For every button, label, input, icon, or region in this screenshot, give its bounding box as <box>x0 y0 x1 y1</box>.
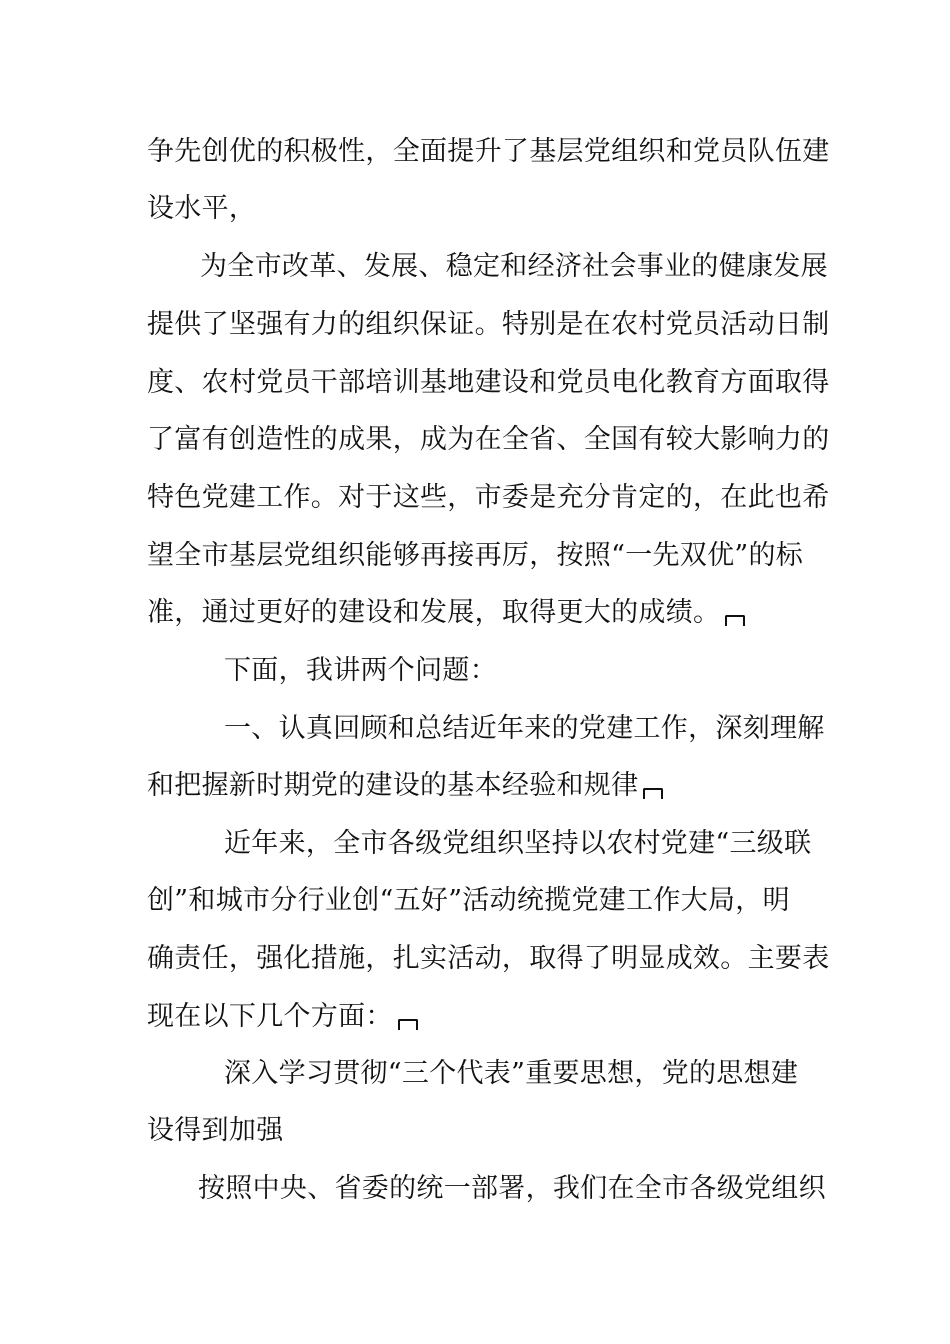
heading-line: 和把握新时期党的建设的基本经验和规律 <box>147 770 639 801</box>
text-line: 为全市改革、发展、稳定和经济社会事业的健康发展 <box>200 251 828 282</box>
text-line: 现在以下几个方面： <box>147 1001 393 1032</box>
paragraph-mark-icon <box>397 1015 419 1029</box>
text-line: 准，通过更好的建设和发展，取得更大的成绩。 <box>147 597 721 628</box>
text-line: 度、农村党员干部培训基地建设和党员电化教育方面取得 <box>147 367 830 398</box>
paragraph-mark-icon <box>642 784 664 798</box>
text-line: 特色党建工作。对于这些，市委是充分肯定的，在此也希 <box>147 482 830 513</box>
text-line: 提供了坚强有力的组织保证。特别是在农村党员活动日制 <box>147 309 830 340</box>
text-line: 设水平， <box>147 193 257 224</box>
text-line: 按照中央、省委的统一部署，我们在全市各级党组织 <box>198 1173 826 1204</box>
text-line: 近年来，全市各级党组织坚持以农村党建“三级联 <box>224 828 812 859</box>
text-line: 争先创优的积极性，全面提升了基层党组织和党员队伍建 <box>147 136 830 167</box>
text-line: 创”和城市分行业创“五好”活动统揽党建工作大局，明 <box>147 885 790 916</box>
heading-line: 设得到加强 <box>147 1115 284 1146</box>
paragraph-mark-icon <box>724 611 746 625</box>
heading-line: 深入学习贯彻“三个代表”重要思想，党的思想建 <box>224 1058 799 1089</box>
text-line: 确责任，强化措施，扎实活动，取得了明显成效。主要表 <box>147 943 830 974</box>
text-line: 下面，我讲两个问题： <box>224 655 497 686</box>
text-line: 望全市基层党组织能够再接再厉，按照“一先双优”的标 <box>147 540 804 571</box>
text-line: 了富有创造性的成果，成为在全省、全国有较大影响力的 <box>147 424 830 455</box>
heading-line: 一、认真回顾和总结近年来的党建工作，深刻理解 <box>224 713 825 744</box>
